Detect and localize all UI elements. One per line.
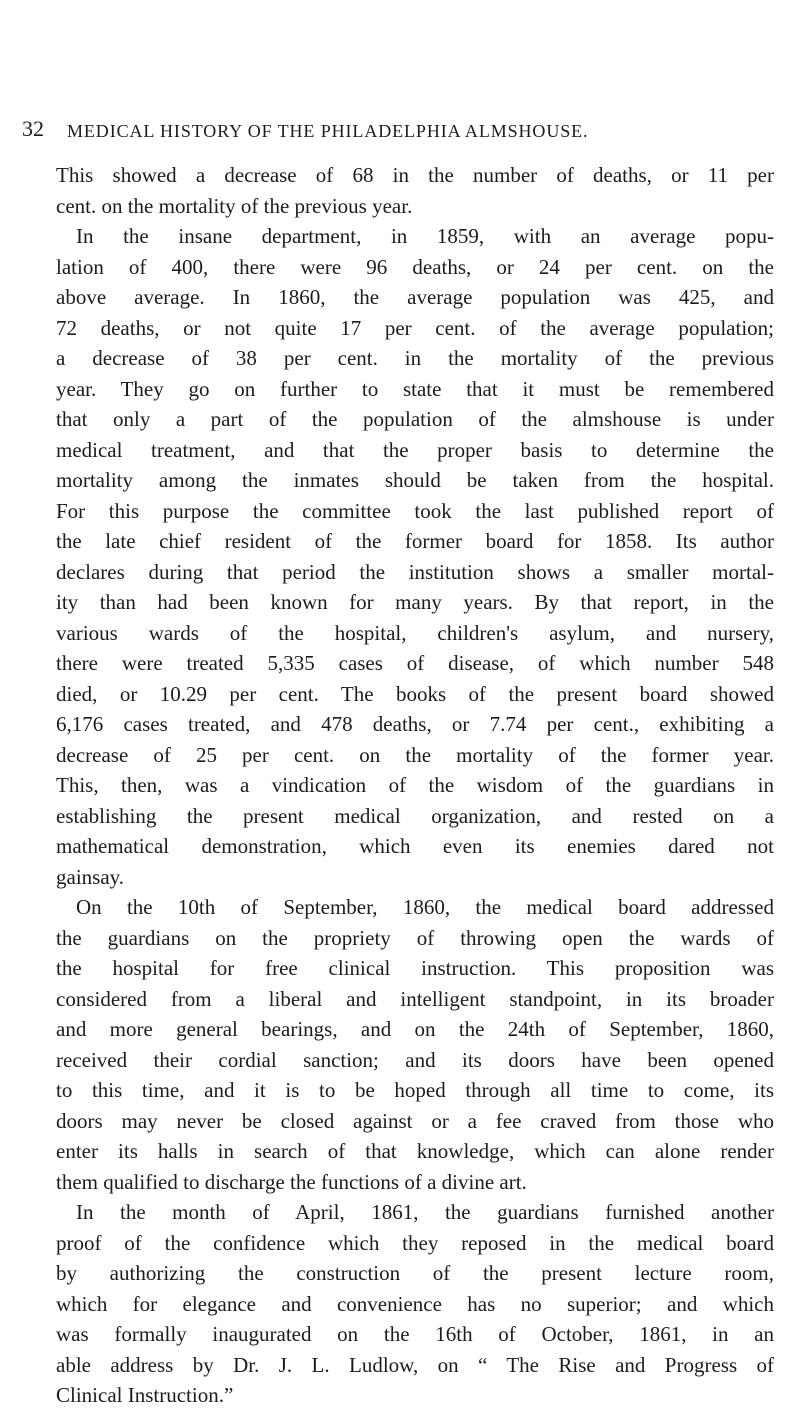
- text-line: enter its halls in search of that knowledge, which can alone render: [56, 1139, 774, 1163]
- text-line: died, or 10.29 per cent. The books of the present board showed: [56, 681, 774, 706]
- text-line: and more general bearings, and on the 24th of September, 1860,: [56, 1017, 774, 1041]
- text-line: In the insane department, in 1859, with an average popu-: [76, 224, 774, 248]
- body-text: [56, 160, 774, 1411]
- text-line: In the month of April, 1861, the guardians furnished another: [76, 1200, 774, 1224]
- text-line: establishing the present medical organization, and rested on a: [56, 803, 774, 828]
- text-line: which for elegance and convenience has no superior; and which: [56, 1291, 774, 1316]
- text-line: there were treated 5,335 cases of disease, of which number 548: [56, 651, 774, 675]
- text-line: considered from a liberal and intelligent standpoint, in its broader: [56, 986, 774, 1011]
- text-line: gainsay.: [56, 864, 125, 889]
- text-line: was formally inaugurated on the 16th of October, 1861, in an: [56, 1322, 774, 1346]
- running-head: [22, 114, 782, 144]
- text-line: mortality among the inmates should be taken from the hospital.: [56, 468, 774, 492]
- text-line: Clinical Instruction.”: [56, 1383, 234, 1407]
- text-line: by authorizing the construction of the present lecture room,: [56, 1261, 774, 1285]
- text-line: This, then, was a vindication of the wisdom of the guardians in: [56, 773, 774, 797]
- text-line: proof of the confidence which they reposed in the medical board: [56, 1230, 774, 1255]
- text-line: 6,176 cases treated, and 478 deaths, or 7.74 per cent., exhibiting a: [56, 712, 774, 736]
- text-line: lation of 400, there were 96 deaths, or 24 per cent. on the: [56, 254, 774, 279]
- text-line: above average. In 1860, the average population was 425, and: [56, 285, 774, 309]
- text-line: that only a part of the population of the almshouse is under: [56, 407, 774, 431]
- text-line: received their cordial sanction; and its doors have been opened: [56, 1047, 774, 1072]
- text-line: mathematical demonstration, which even its enemies dared not: [56, 834, 774, 858]
- text-line: cent. on the mortality of the previous year.: [56, 193, 413, 218]
- text-line: This showed a decrease of 68 in the number of deaths, or 11 per: [56, 163, 774, 187]
- text-line: able address by Dr. J. L. Ludlow, on “ The Rise and Progress of: [56, 1352, 774, 1377]
- text-line: decrease of 25 per cent. on the mortality of the former year.: [56, 742, 774, 767]
- text-line: ity than had been known for many years. By that report, in the: [56, 590, 774, 614]
- text-line: to this time, and it is to be hoped through all time to come, its: [56, 1078, 774, 1102]
- text-line: them qualified to discharge the functions of a divine art.: [56, 1169, 527, 1194]
- text-line: medical treatment, and that the proper basis to determine the: [56, 437, 774, 462]
- text-line: 72 deaths, or not quite 17 per cent. of the average population;: [56, 315, 774, 340]
- text-line: declares during that period the institution shows a smaller mortal-: [56, 559, 774, 584]
- text-line: On the 10th of September, 1860, the medical board addressed: [76, 895, 774, 919]
- text-line: the guardians on the propriety of throwing open the wards of: [56, 925, 774, 950]
- text-line: doors may never be closed against or a fee craved from those who: [56, 1108, 774, 1133]
- text-line: a decrease of 38 per cent. in the mortality of the previous: [56, 346, 774, 370]
- text-line: For this purpose the committee took the last published report of: [56, 498, 774, 523]
- page-number: 32: [22, 116, 44, 141]
- text-line: various wards of the hospital, children's asylum, and nursery,: [56, 620, 774, 645]
- text-line: the late chief resident of the former board for 1858. Its author: [56, 529, 774, 553]
- text-line: the hospital for free clinical instruction. This proposition was: [56, 956, 774, 980]
- text-line: year. They go on further to state that it must be remembered: [56, 376, 774, 401]
- running-head-title: MEDICAL HISTORY OF THE PHILADELPHIA ALMSHOUSE.: [67, 121, 589, 141]
